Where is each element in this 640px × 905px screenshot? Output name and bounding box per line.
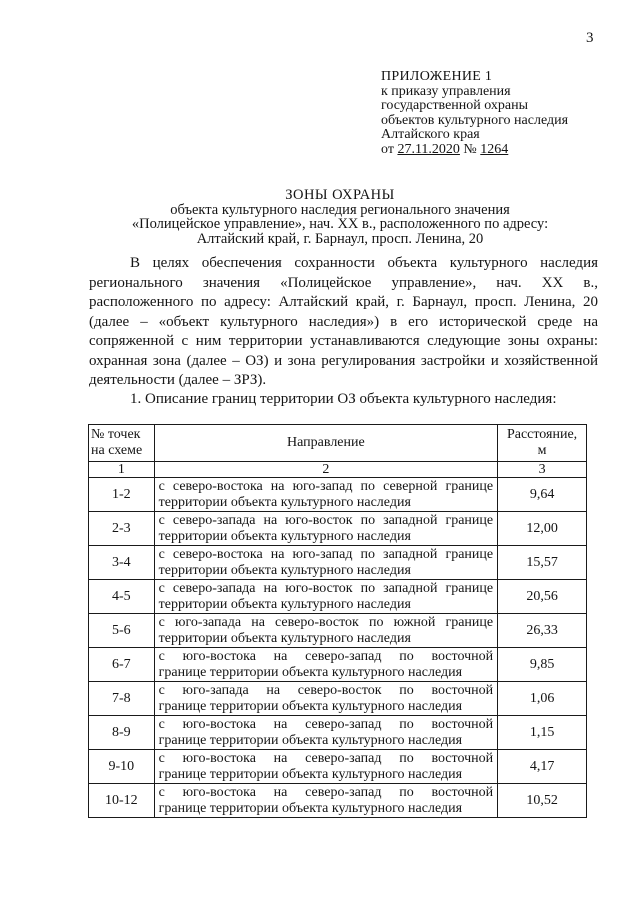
document-subtitle-line: «Полицейское управление», нач. XX в., расположенного по адресу: <box>131 216 549 232</box>
appendix-title: ПРИЛОЖЕНИЕ 1 <box>381 69 493 84</box>
table-row <box>89 614 587 648</box>
document-title: ЗОНЫ ОХРАНЫ <box>285 187 395 203</box>
table-row <box>89 784 587 818</box>
table-row <box>89 750 587 784</box>
row-distance: 1,06 <box>498 682 587 716</box>
row-direction <box>154 750 497 784</box>
row-direction-line2: территории объекта культурного наследия <box>158 596 411 612</box>
row-direction-line2: территории объекта культурного наследия <box>158 494 411 510</box>
page-number: 3 <box>586 30 594 46</box>
row-direction <box>154 648 497 682</box>
appendix-date-prefix: от <box>381 141 398 157</box>
row-points: 1-2 <box>89 478 155 512</box>
appendix-line: к приказу управления <box>381 83 511 99</box>
header-points <box>89 425 155 462</box>
row-direction <box>154 478 497 512</box>
appendix-number-prefix: № <box>459 141 481 157</box>
column-numbers-row <box>89 462 587 478</box>
document-subtitle-line: Алтайский край, г. Барнаул, просп. Ленина, 20 <box>196 230 484 247</box>
table-row <box>89 648 587 682</box>
row-points: 5-6 <box>89 614 155 648</box>
row-direction-line2: границе территории объекта культурного наследия <box>158 698 463 714</box>
row-direction <box>154 512 497 546</box>
row-direction-line1: с юго-востока на северо-запад по восточной <box>158 785 494 800</box>
row-distance: 9,85 <box>498 648 587 682</box>
row-points: 2-3 <box>89 512 155 546</box>
row-direction-line2: территории объекта культурного наследия <box>158 562 411 578</box>
body-text <box>89 254 598 391</box>
row-distance: 1,15 <box>498 716 587 750</box>
row-direction-line2: границе территории объекта культурного наследия <box>158 800 463 816</box>
row-direction-line2: границе территории объекта культурного наследия <box>158 732 463 748</box>
table-row <box>89 682 587 716</box>
row-direction-line2: границе территории объекта культурного наследия <box>158 664 463 680</box>
row-direction-line1: с юго-запада на северо-восток по восточной <box>158 683 494 698</box>
header-direction: Направление <box>154 425 497 462</box>
document-title-block <box>0 188 640 246</box>
column-number: 1 <box>89 462 155 478</box>
table-row <box>89 546 587 580</box>
zones-table <box>88 424 587 818</box>
row-distance: 4,17 <box>498 750 587 784</box>
row-direction-line1: с юго-востока на северо-запад по восточной <box>158 751 494 766</box>
row-points: 7-8 <box>89 682 155 716</box>
table-row <box>89 580 587 614</box>
row-distance: 9,64 <box>498 478 587 512</box>
header-points-line1: № точек <box>91 427 141 442</box>
table-row <box>89 512 587 546</box>
row-direction <box>154 546 497 580</box>
row-direction-line1: с северо-запада на юго-восток по западной границе <box>158 513 494 528</box>
row-distance: 26,33 <box>498 614 587 648</box>
row-points: 6-7 <box>89 648 155 682</box>
row-direction-line1: с северо-запада на юго-восток по западной границе <box>158 581 494 596</box>
row-direction-line1: с юго-востока на северо-запад по восточной <box>158 649 494 664</box>
row-direction-line2: территории объекта культурного наследия <box>158 630 411 646</box>
row-points: 9-10 <box>89 750 155 784</box>
row-direction-line1: с северо-востока на юго-запад по западной границе <box>158 547 494 562</box>
table-row <box>89 716 587 750</box>
row-direction-line2: территории объекта культурного наследия <box>158 528 411 544</box>
appendix-line: государственной охраны <box>381 98 529 113</box>
column-number: 2 <box>154 462 497 478</box>
row-points: 8-9 <box>89 716 155 750</box>
row-direction-line1: с юго-запада на северо-восток по южной границе <box>158 615 494 630</box>
row-direction <box>154 580 497 614</box>
header-distance-line2: м <box>537 443 547 458</box>
section-heading: 1. Описание границ территории ОЗ объекта культурного наследия: <box>130 391 557 407</box>
header-distance <box>498 425 587 462</box>
row-direction-line2: границе территории объекта культурного наследия <box>158 766 463 782</box>
document-subtitle-line: объекта культурного наследия регионального значения <box>170 201 510 218</box>
appendix-block <box>381 70 621 157</box>
header-points-line2: на схеме <box>91 443 143 458</box>
appendix-date-line <box>381 143 621 158</box>
column-number: 3 <box>498 462 587 478</box>
table-row <box>89 478 587 512</box>
appendix-date: 27.11.2020 <box>397 141 460 157</box>
row-direction <box>154 614 497 648</box>
appendix-line: объектов культурного наследия <box>381 112 569 128</box>
row-direction-line1: с юго-востока на северо-запад по восточной <box>158 717 494 732</box>
body-paragraph: В целях обеспечения сохранности объекта культурного наследия регионального значения «Полицейское управление», нач. XX в., расположенного по адресу: Алтайский край, г. Барнаул, просп. Ленина, 20 (далее – «объект культурного наследия») в его исторической среде на сопряженной с ним территории устанавливаются следующие зоны охраны: охранная зона (далее – ОЗ) и зона регулирования застройки и хозяйственной деятельности (далее – ЗРЗ). <box>89 255 598 388</box>
row-distance: 10,52 <box>498 784 587 818</box>
header-distance-line1: Расстояние, <box>506 427 578 442</box>
row-points: 10-12 <box>89 784 155 818</box>
row-distance: 15,57 <box>498 546 587 580</box>
row-direction <box>154 682 497 716</box>
row-direction <box>154 784 497 818</box>
appendix-number: 1264 <box>480 141 509 157</box>
table-header-row <box>89 425 587 462</box>
row-direction-line1: с северо-востока на юго-запад по северной границе <box>158 479 494 494</box>
row-points: 3-4 <box>89 546 155 580</box>
row-distance: 20,56 <box>498 580 587 614</box>
row-points: 4-5 <box>89 580 155 614</box>
appendix-line: Алтайского края <box>381 127 480 142</box>
row-distance: 12,00 <box>498 512 587 546</box>
row-direction <box>154 716 497 750</box>
